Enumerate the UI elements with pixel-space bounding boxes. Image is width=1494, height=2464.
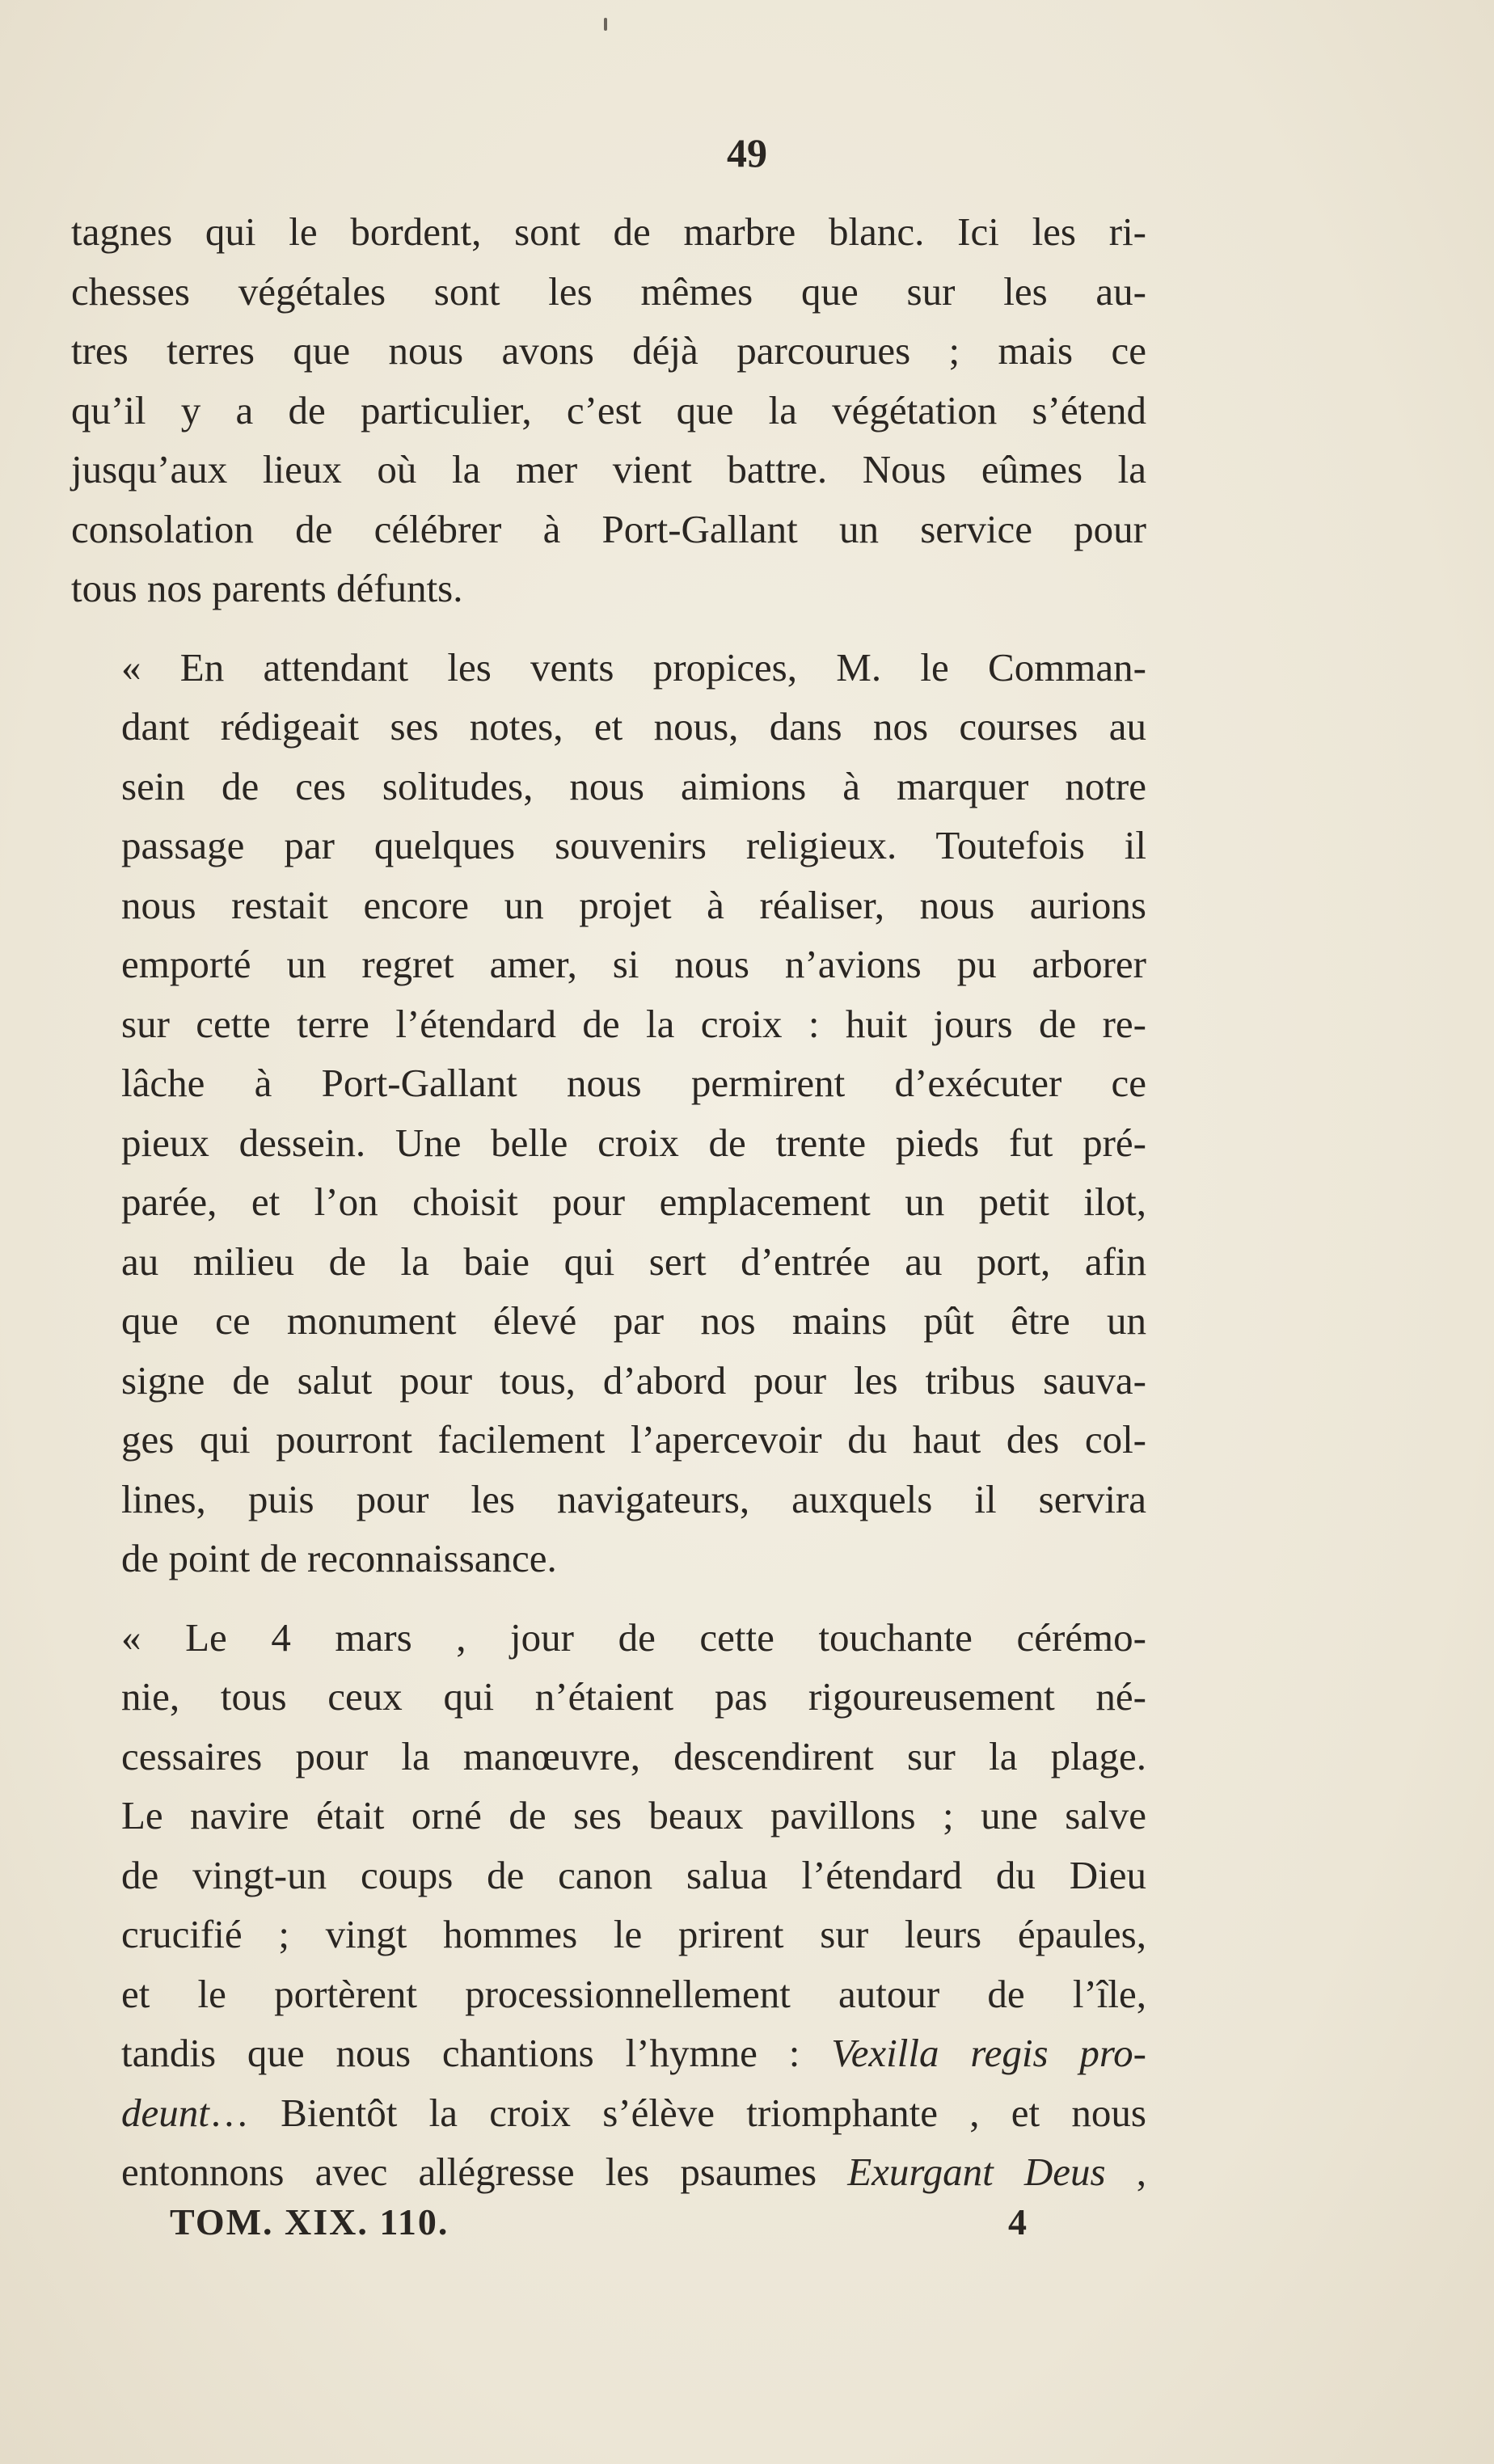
paragraph-3 <box>71 1608 1146 2202</box>
text-line-with-latin <box>71 2083 1146 2143</box>
text-run: entonnons avec allégresse les psaumes <box>121 2150 848 2194</box>
latin-hymn-title: Vexilla regis pro- <box>831 2031 1146 2075</box>
text-line: et le portèrent processionnellement autour de l’île, <box>121 1971 1146 2016</box>
text-line: consolation de célébrer à Port-Gallant un service pour <box>71 506 1146 551</box>
paragraph-2 <box>71 638 1146 1589</box>
text-line: « Le 4 mars , jour de cette touchante cérémo- <box>121 1614 1146 1660</box>
text-line: chesses végétales sont les mêmes que sur les au- <box>71 268 1146 314</box>
text-line: parée, et l’on choisit pour emplacement un petit ilot, <box>121 1179 1146 1224</box>
text-run: … Bientôt la croix s’élève triomphante , et nous <box>209 2090 1146 2135</box>
text-line: crucifié ; vingt hommes le prirent sur leurs épaules, <box>121 1912 1146 1956</box>
text-run: tandis que nous chantions l’hymne : <box>121 2031 832 2075</box>
latin-psalm-title: Exurgant Deus <box>847 2150 1106 2194</box>
text-line: « En attendant les vents propices, M. le Comman- <box>121 644 1146 690</box>
text-run: , <box>1105 2150 1146 2194</box>
text-line: sein de ces solitudes, nous aimions à marquer notre <box>121 763 1146 808</box>
printer-mark <box>604 18 607 31</box>
text-line: pieux dessein. Une belle croix de trente pieds fut pré- <box>121 1120 1146 1165</box>
body-text <box>71 202 1146 2221</box>
text-line: lâche à Port-Gallant nous permirent d’exécuter ce <box>121 1061 1146 1105</box>
text-line: de point de reconnaissance. <box>121 1536 557 1580</box>
text-line: signe de salut pour tous, d’abord pour les tribus sauva- <box>121 1357 1146 1403</box>
text-line: cessaires pour la manœuvre, descendirent sur la plage. <box>121 1733 1146 1778</box>
text-line: de vingt-un coups de canon salua l’étendard du Dieu <box>121 1852 1146 1897</box>
text-line: ges qui pourront facilement l’apercevoir du haut des col- <box>121 1417 1146 1462</box>
text-line-with-latin <box>71 2023 1146 2083</box>
text-line: au milieu de la baie qui sert d’entrée au port, afin <box>121 1238 1146 1284</box>
text-line: tagnes qui le bordent, sont de marbre blanc. Ici les ri- <box>71 209 1146 254</box>
text-line: dant rédigeait ses notes, et nous, dans nos courses au <box>121 704 1146 749</box>
text-line: tous nos parents défunts. <box>71 566 463 610</box>
paragraph-1 <box>71 202 1146 618</box>
latin-hymn-title: deunt <box>121 2090 209 2135</box>
gathering-number: 4 <box>1008 2201 1027 2242</box>
text-line: que ce monument élevé par nos mains pût être un <box>121 1298 1146 1343</box>
text-line: emporté un regret amer, si nous n’avions pu arborer <box>121 942 1146 986</box>
text-line: qu’il y a de particulier, c’est que la végétation s’étend <box>71 387 1146 432</box>
text-line: lines, puis pour les navigateurs, auxquels il servira <box>121 1476 1146 1521</box>
text-line: Le navire était orné de ses beaux pavillons ; une salve <box>121 1793 1146 1837</box>
text-line: nous restait encore un projet à réaliser, nous aurions <box>121 882 1146 927</box>
text-line: nie, tous ceux qui n’étaient pas rigoureusement né- <box>121 1674 1146 1719</box>
text-line: passage par quelques souvenirs religieux. Toutefois il <box>121 823 1146 867</box>
text-line: tres terres que nous avons déjà parcourues ; mais ce <box>71 328 1146 373</box>
text-line-with-latin <box>71 2142 1146 2202</box>
page-number: 49 <box>727 130 767 175</box>
text-line: sur cette terre l’étendard de la croix : huit jours de re- <box>121 1001 1146 1046</box>
signature-mark: TOM. XIX. 110. <box>170 2201 449 2242</box>
text-line: jusqu’aux lieux où la mer vient battre. Nous eûmes la <box>71 447 1146 492</box>
